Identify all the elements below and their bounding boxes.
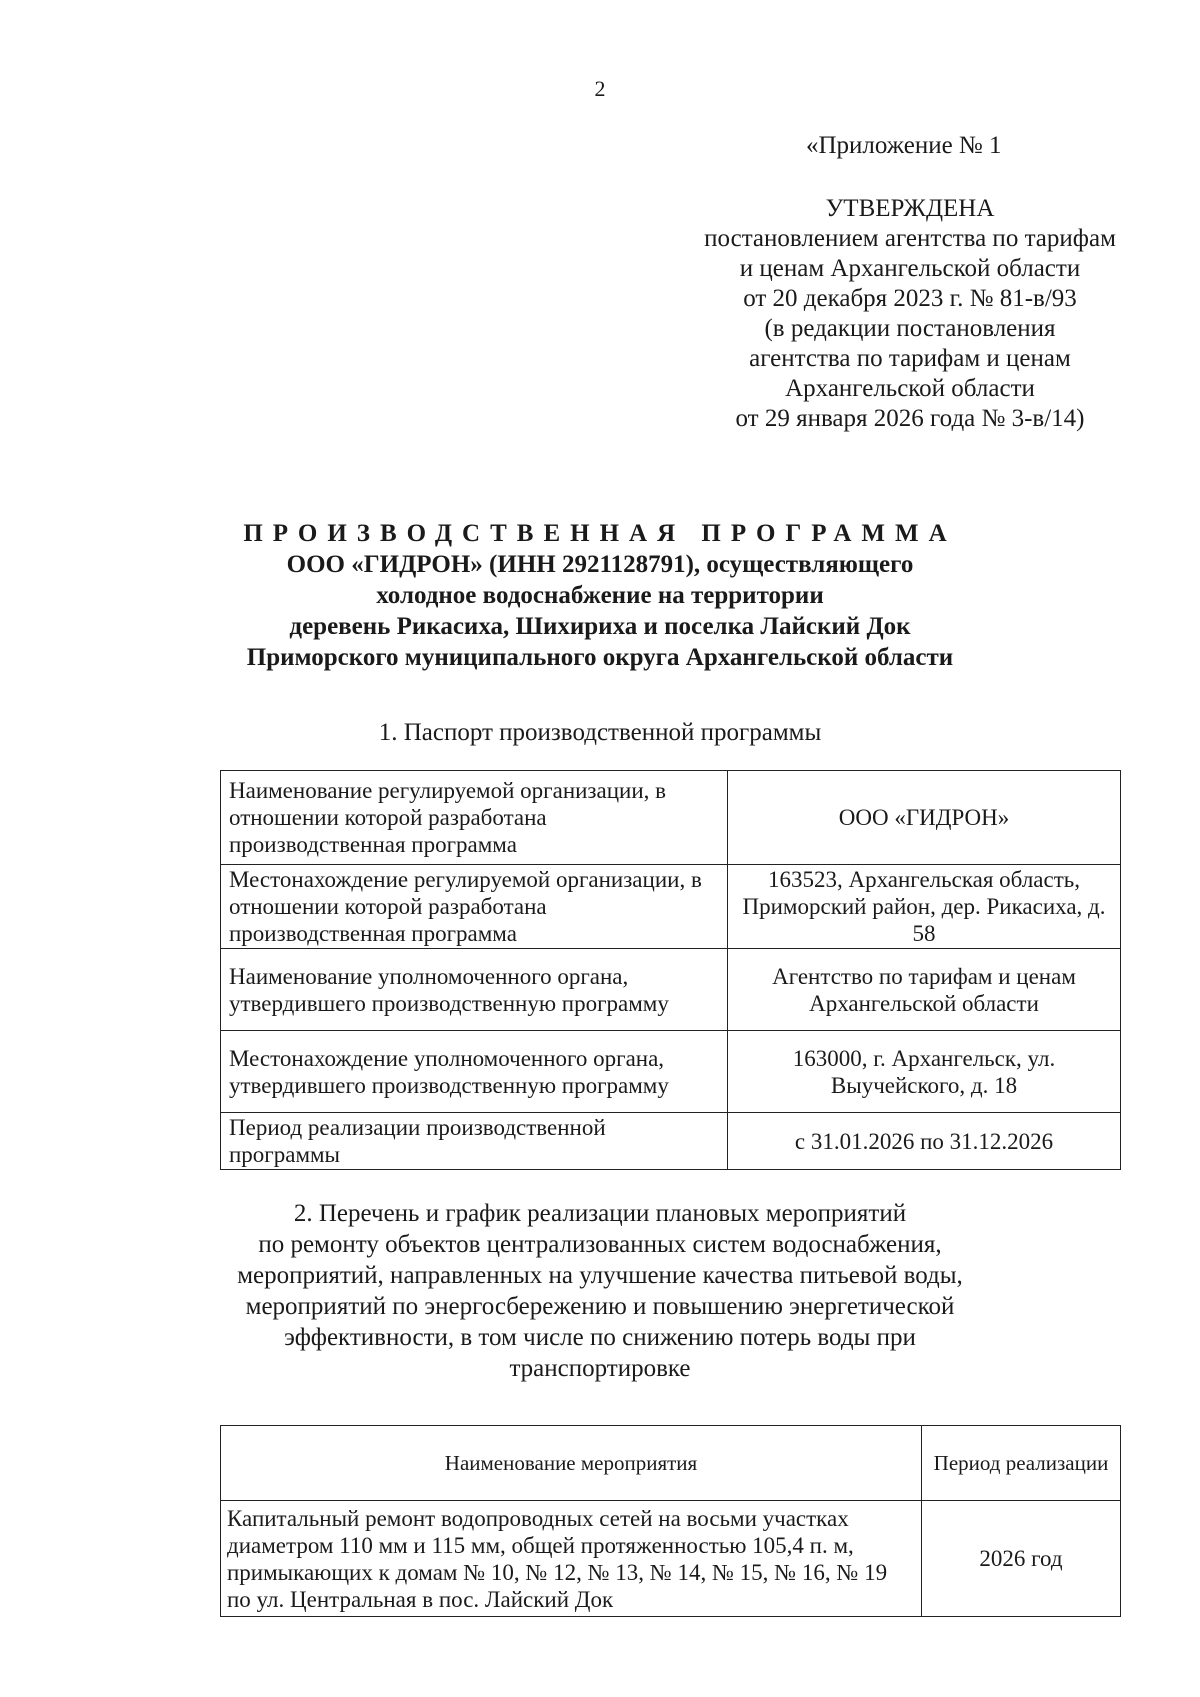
table-row (221, 771, 1121, 865)
passport-value: 163523, Архангельская область, Приморский район, дер. Рикасиха, д. 58 (728, 865, 1121, 949)
approval-line: от 29 января 2026 года № 3-в/14) (735, 405, 1085, 432)
passport-key: Наименование регулируемой организации, в отношении которой разработана производственная программа (221, 771, 728, 865)
section2-heading-line: транспортировке (509, 1355, 691, 1382)
table-row (221, 1501, 1121, 1617)
section2-heading-line: по ремонту объектов централизованных систем водоснабжения, (258, 1231, 942, 1258)
passport-key: Местонахождение уполномоченного органа, утвердившего производственную программу (221, 1031, 728, 1113)
approval-line: постановлением агентства по тарифам (704, 225, 1116, 252)
approval-line: от 20 декабря 2023 г. № 81-в/93 (743, 285, 1077, 312)
section2-heading-line: мероприятий, направленных на улучшение качества питьевой воды, (237, 1262, 963, 1289)
approval-line: Архангельской области (785, 375, 1035, 402)
table-header-row (221, 1426, 1121, 1501)
title-line: деревень Рикасиха, Шихириха и поселка Лайский Док (289, 613, 911, 640)
passport-key: Наименование уполномоченного органа, утвердившего производственную программу (221, 949, 728, 1031)
table-row (221, 949, 1121, 1031)
passport-value: 163000, г. Архангельск, ул. Выучейского, д. 18 (728, 1031, 1121, 1113)
activity-period: 2026 год (922, 1501, 1121, 1617)
activity-name: Капитальный ремонт водопроводных сетей на восьми участках диаметром 110 мм и 115 мм, общей протяженностью 105,4 п. м, примыкающих к домам № 10, № 12, № 13, № 14, № 15, № 16, № 19 по ул. Центральная в пос. Лайский Док (221, 1501, 922, 1617)
column-header-name: Наименование мероприятия (221, 1426, 922, 1501)
title-heading: ПРОИЗВОДСТВЕННАЯ ПРОГРАММА (243, 520, 957, 547)
approval-block (650, 194, 1170, 434)
section1-heading: 1. Паспорт производственной программы (378, 719, 822, 746)
appendix-label: «Приложение № 1 (806, 132, 1002, 159)
approval-line: УТВЕРЖДЕНА (825, 195, 995, 222)
table-row (221, 1113, 1121, 1170)
table-row (221, 865, 1121, 949)
section2-heading-line: мероприятий по энергосбережению и повышению энергетической (245, 1293, 955, 1320)
passport-key: Период реализации производственной программы (221, 1113, 728, 1170)
passport-key: Местонахождение регулируемой организации, в отношении которой разработана производственная программа (221, 865, 728, 949)
approval-line: (в редакции постановления (764, 315, 1056, 342)
title-line: Приморского муниципального округа Архангельской области (246, 644, 954, 671)
passport-value: с 31.01.2026 по 31.12.2026 (728, 1113, 1121, 1170)
section2-heading-line: эффективности, в том числе по снижению потерь воды при (284, 1324, 916, 1351)
passport-value: ООО «ГИДРОН» (728, 771, 1121, 865)
passport-value: Агентство по тарифам и ценам Архангельской области (728, 949, 1121, 1031)
section2-heading (0, 1198, 1200, 1384)
page-number: 2 (594, 76, 606, 101)
table-row (221, 1031, 1121, 1113)
approval-line: агентства по тарифам и ценам (749, 345, 1071, 372)
section2-heading-line: 2. Перечень и график реализации плановых мероприятий (293, 1200, 907, 1227)
title-line: ООО «ГИДРОН» (ИНН 2921128791), осуществляющего (286, 551, 914, 578)
approval-line: и ценам Архангельской области (739, 255, 1081, 282)
title-line: холодное водоснабжение на территории (376, 582, 824, 609)
passport-table (220, 770, 1121, 1170)
document-title (0, 518, 1200, 673)
activities-table (220, 1425, 1121, 1617)
column-header-period: Период реализации (922, 1426, 1121, 1501)
